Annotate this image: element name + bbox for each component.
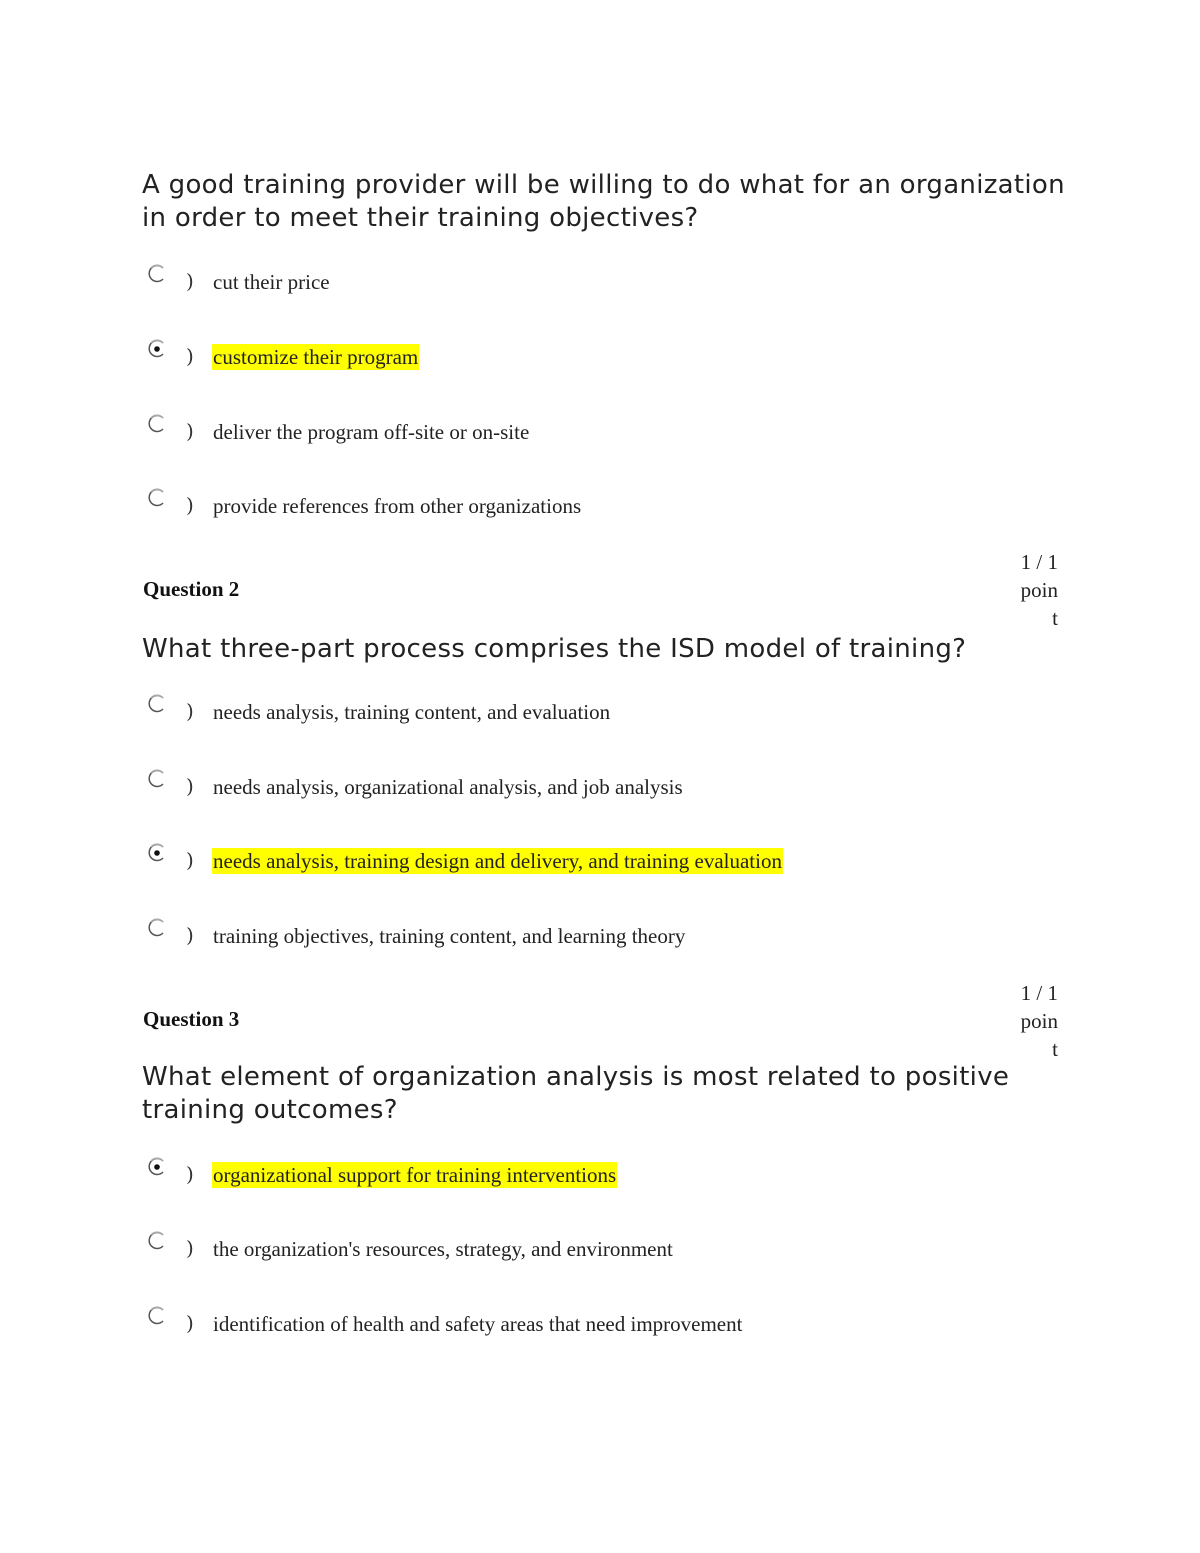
option-label: provide references from other organizations: [213, 494, 582, 518]
option-label: needs analysis, organizational analysis, and job analysis: [213, 775, 683, 799]
option-marker: ): [186, 774, 194, 798]
radio-unselected-icon[interactable]: [146, 768, 168, 790]
question-2-heading: Question 2: [143, 577, 240, 601]
points-unit-end: t: [1052, 1037, 1058, 1061]
radio-unselected-icon[interactable]: [146, 487, 168, 509]
radio-unselected-icon[interactable]: [146, 413, 168, 435]
option-marker: ): [186, 493, 194, 517]
option-marker: ): [186, 1311, 194, 1335]
question-3-points: [1000, 979, 1058, 1063]
radio-unselected-icon[interactable]: [146, 1230, 168, 1252]
option-label-selected: organizational support for training interventions: [213, 1163, 617, 1187]
option-marker: ): [186, 923, 194, 947]
radio-unselected-icon[interactable]: [146, 1305, 168, 1327]
question-3-text: What element of organization analysis is most related to positive training outcomes?: [142, 1062, 1010, 1125]
option-label-selected: needs analysis, training design and delivery, and training evaluation: [213, 849, 782, 873]
option-marker: ): [186, 699, 194, 723]
question-1-option-3[interactable]: [146, 413, 1066, 453]
radio-selected-icon[interactable]: [146, 338, 168, 360]
points-unit-end: t: [1052, 606, 1058, 630]
question-3-option-3[interactable]: [146, 1305, 1066, 1345]
radio-unselected-icon[interactable]: [146, 917, 168, 939]
radio-selected-icon[interactable]: [146, 1156, 168, 1178]
question-2-option-3[interactable]: [146, 842, 1066, 882]
question-1-text: A good training provider will be willing to do what for an organization in order to meet their training objectives?: [142, 170, 1065, 233]
option-label: needs analysis, training content, and evaluation: [213, 700, 611, 724]
option-marker: ): [186, 344, 194, 368]
points-unit: poin: [1020, 1009, 1058, 1033]
question-1-option-4[interactable]: [146, 487, 1066, 527]
option-marker: ): [186, 1236, 194, 1260]
question-3-option-2[interactable]: [146, 1230, 1066, 1270]
radio-selected-icon[interactable]: [146, 842, 168, 864]
points-value: 1 / 1: [1020, 981, 1058, 1005]
question-1-option-1[interactable]: [146, 263, 1066, 303]
points-value: 1 / 1: [1020, 550, 1058, 574]
question-2-option-4[interactable]: [146, 917, 1066, 957]
question-3-heading: Question 3: [143, 1007, 240, 1031]
question-3-option-1[interactable]: [146, 1156, 1066, 1196]
points-unit: poin: [1020, 578, 1058, 602]
option-label: deliver the program off-site or on-site: [213, 420, 530, 444]
option-marker: ): [186, 419, 194, 443]
question-2-option-2[interactable]: [146, 768, 1066, 808]
option-marker: ): [186, 1162, 194, 1186]
option-label: the organization's resources, strategy, and environment: [213, 1237, 673, 1261]
option-label: identification of health and safety areas that need improvement: [213, 1312, 743, 1336]
option-marker: ): [186, 269, 194, 293]
option-label: cut their price: [213, 270, 330, 294]
radio-unselected-icon[interactable]: [146, 693, 168, 715]
radio-unselected-icon[interactable]: [146, 263, 168, 285]
option-label-selected: customize their program: [213, 345, 419, 369]
question-1-option-2[interactable]: [146, 338, 1066, 378]
question-2-points: [1000, 548, 1058, 632]
question-2-text: What three-part process comprises the ISD model of training?: [142, 634, 967, 664]
option-label: training objectives, training content, and learning theory: [213, 924, 686, 948]
question-2-option-1[interactable]: [146, 693, 1066, 733]
option-marker: ): [186, 848, 194, 872]
